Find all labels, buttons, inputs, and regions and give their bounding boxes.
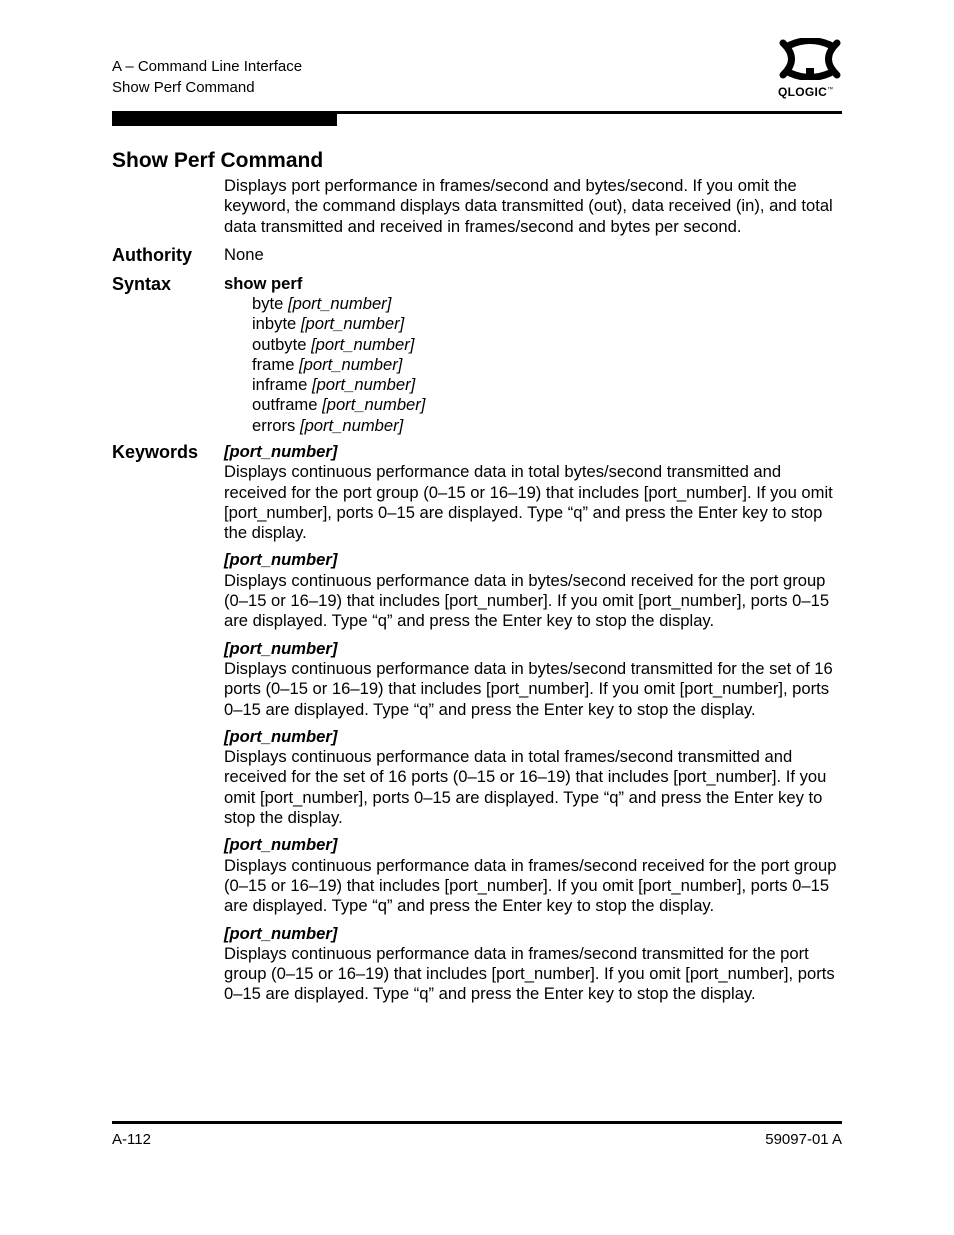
keyword-item [224,727,844,828]
option-argument: [port_number] [311,375,416,395]
running-header-chapter: A – Command Line Interface [112,58,303,75]
trademark-mark: ™ [827,87,834,93]
syntax-option [252,314,425,334]
syntax-option [252,355,425,375]
keyword-item [224,639,844,720]
keyword-item [224,835,844,916]
option-keyword: byte [252,294,284,313]
syntax-options [252,294,425,436]
qlogic-logo-icon [778,38,842,80]
syntax-option [252,294,425,314]
syntax-command: show perf [224,274,303,293]
option-keyword: errors [252,415,296,435]
syntax-label: Syntax [112,274,172,294]
option-keyword: inframe [252,375,308,395]
option-argument: [port_number] [299,354,403,374]
option-argument: [port_number] [299,415,404,435]
running-header-section: Show Perf Command [112,79,255,96]
syntax-option [252,416,425,436]
option-keyword: outbyte [252,334,307,354]
footer-rule [112,1121,842,1124]
keyword-term: [port_number] [224,835,338,855]
keyword-description: Displays continuous performance data in total frames/second transmitted and received for the set of 16 ports (0–15 or 16–19) that includes [port_number]. If you omit [port_number], ports 0–15 are displayed. Type “q” and press the Enter key to stop the display. [224,747,827,828]
authority-value: None [224,245,264,264]
page-number: A-112 [112,1131,151,1148]
keyword-description: Displays continuous performance data in bytes/second received for the port group (0–15 or 16–19) that includes [port_number]. If you omit [port_number], ports 0–15 are displayed. Type “q” and press the Enter key to stop the display. [224,570,830,631]
keywords-list [224,442,844,1012]
keywords-label: Keywords [112,442,199,462]
logo-wordmark: QLOGIC [778,85,828,99]
keyword-item [224,442,844,543]
keyword-item [224,924,844,1005]
keyword-description: Displays continuous performance data in frames/second transmitted for the port group (0–15 or 16–19) that includes [port_number]. If you omit [port_number], ports 0–15 are displayed. Type “q” and press the Enter key to stop the display. [224,943,835,1004]
option-argument: [port_number] [311,334,415,354]
syntax-option [252,395,425,415]
authority-label: Authority [112,245,192,265]
option-keyword: inbyte [252,314,297,334]
option-keyword: frame [252,354,295,374]
keyword-term: [port_number] [224,442,338,461]
option-argument: [port_number] [300,314,405,334]
option-keyword: outframe [252,395,318,415]
header-tab-bar [112,111,337,126]
document-number: 59097-01 A [765,1131,842,1148]
syntax-option [252,375,425,395]
keyword-item [224,550,844,631]
syntax-option [252,335,425,355]
option-argument: [port_number] [288,294,392,313]
keyword-term: [port_number] [224,550,338,570]
qlogic-logo [778,38,844,98]
option-argument: [port_number] [322,395,426,415]
page-title: Show Perf Command [112,149,324,172]
keyword-term: [port_number] [224,638,338,658]
keyword-description: Displays continuous performance data in bytes/second transmitted for the set of 16 ports (0–15 or 16–19) that includes [port_number]. If you omit [port_number], ports 0–15 are displayed. Type “q” and press the Enter key to stop the display. [224,658,833,719]
keyword-description: Displays continuous performance data in total bytes/second transmitted and received for the port group (0–15 or 16–19) that includes [port_number]. If you omit [port_number], ports 0–15 are displayed. Type “q” and press the Enter key to stop the display. [224,462,833,543]
keyword-term: [port_number] [224,923,338,943]
keyword-description: Displays continuous performance data in frames/second received for the port group (0–15 or 16–19) that includes [port_number]. If you omit [port_number], ports 0–15 are displayed. Type “q” and press the Enter key to stop the display. [224,855,837,916]
intro-paragraph: Displays port performance in frames/second and bytes/second. If you omit the keyword, the command displays data transmitted (out), data received (in), and total data transmitted and received in frames/second and bytes per second. [224,176,833,236]
keyword-term: [port_number] [224,726,338,746]
